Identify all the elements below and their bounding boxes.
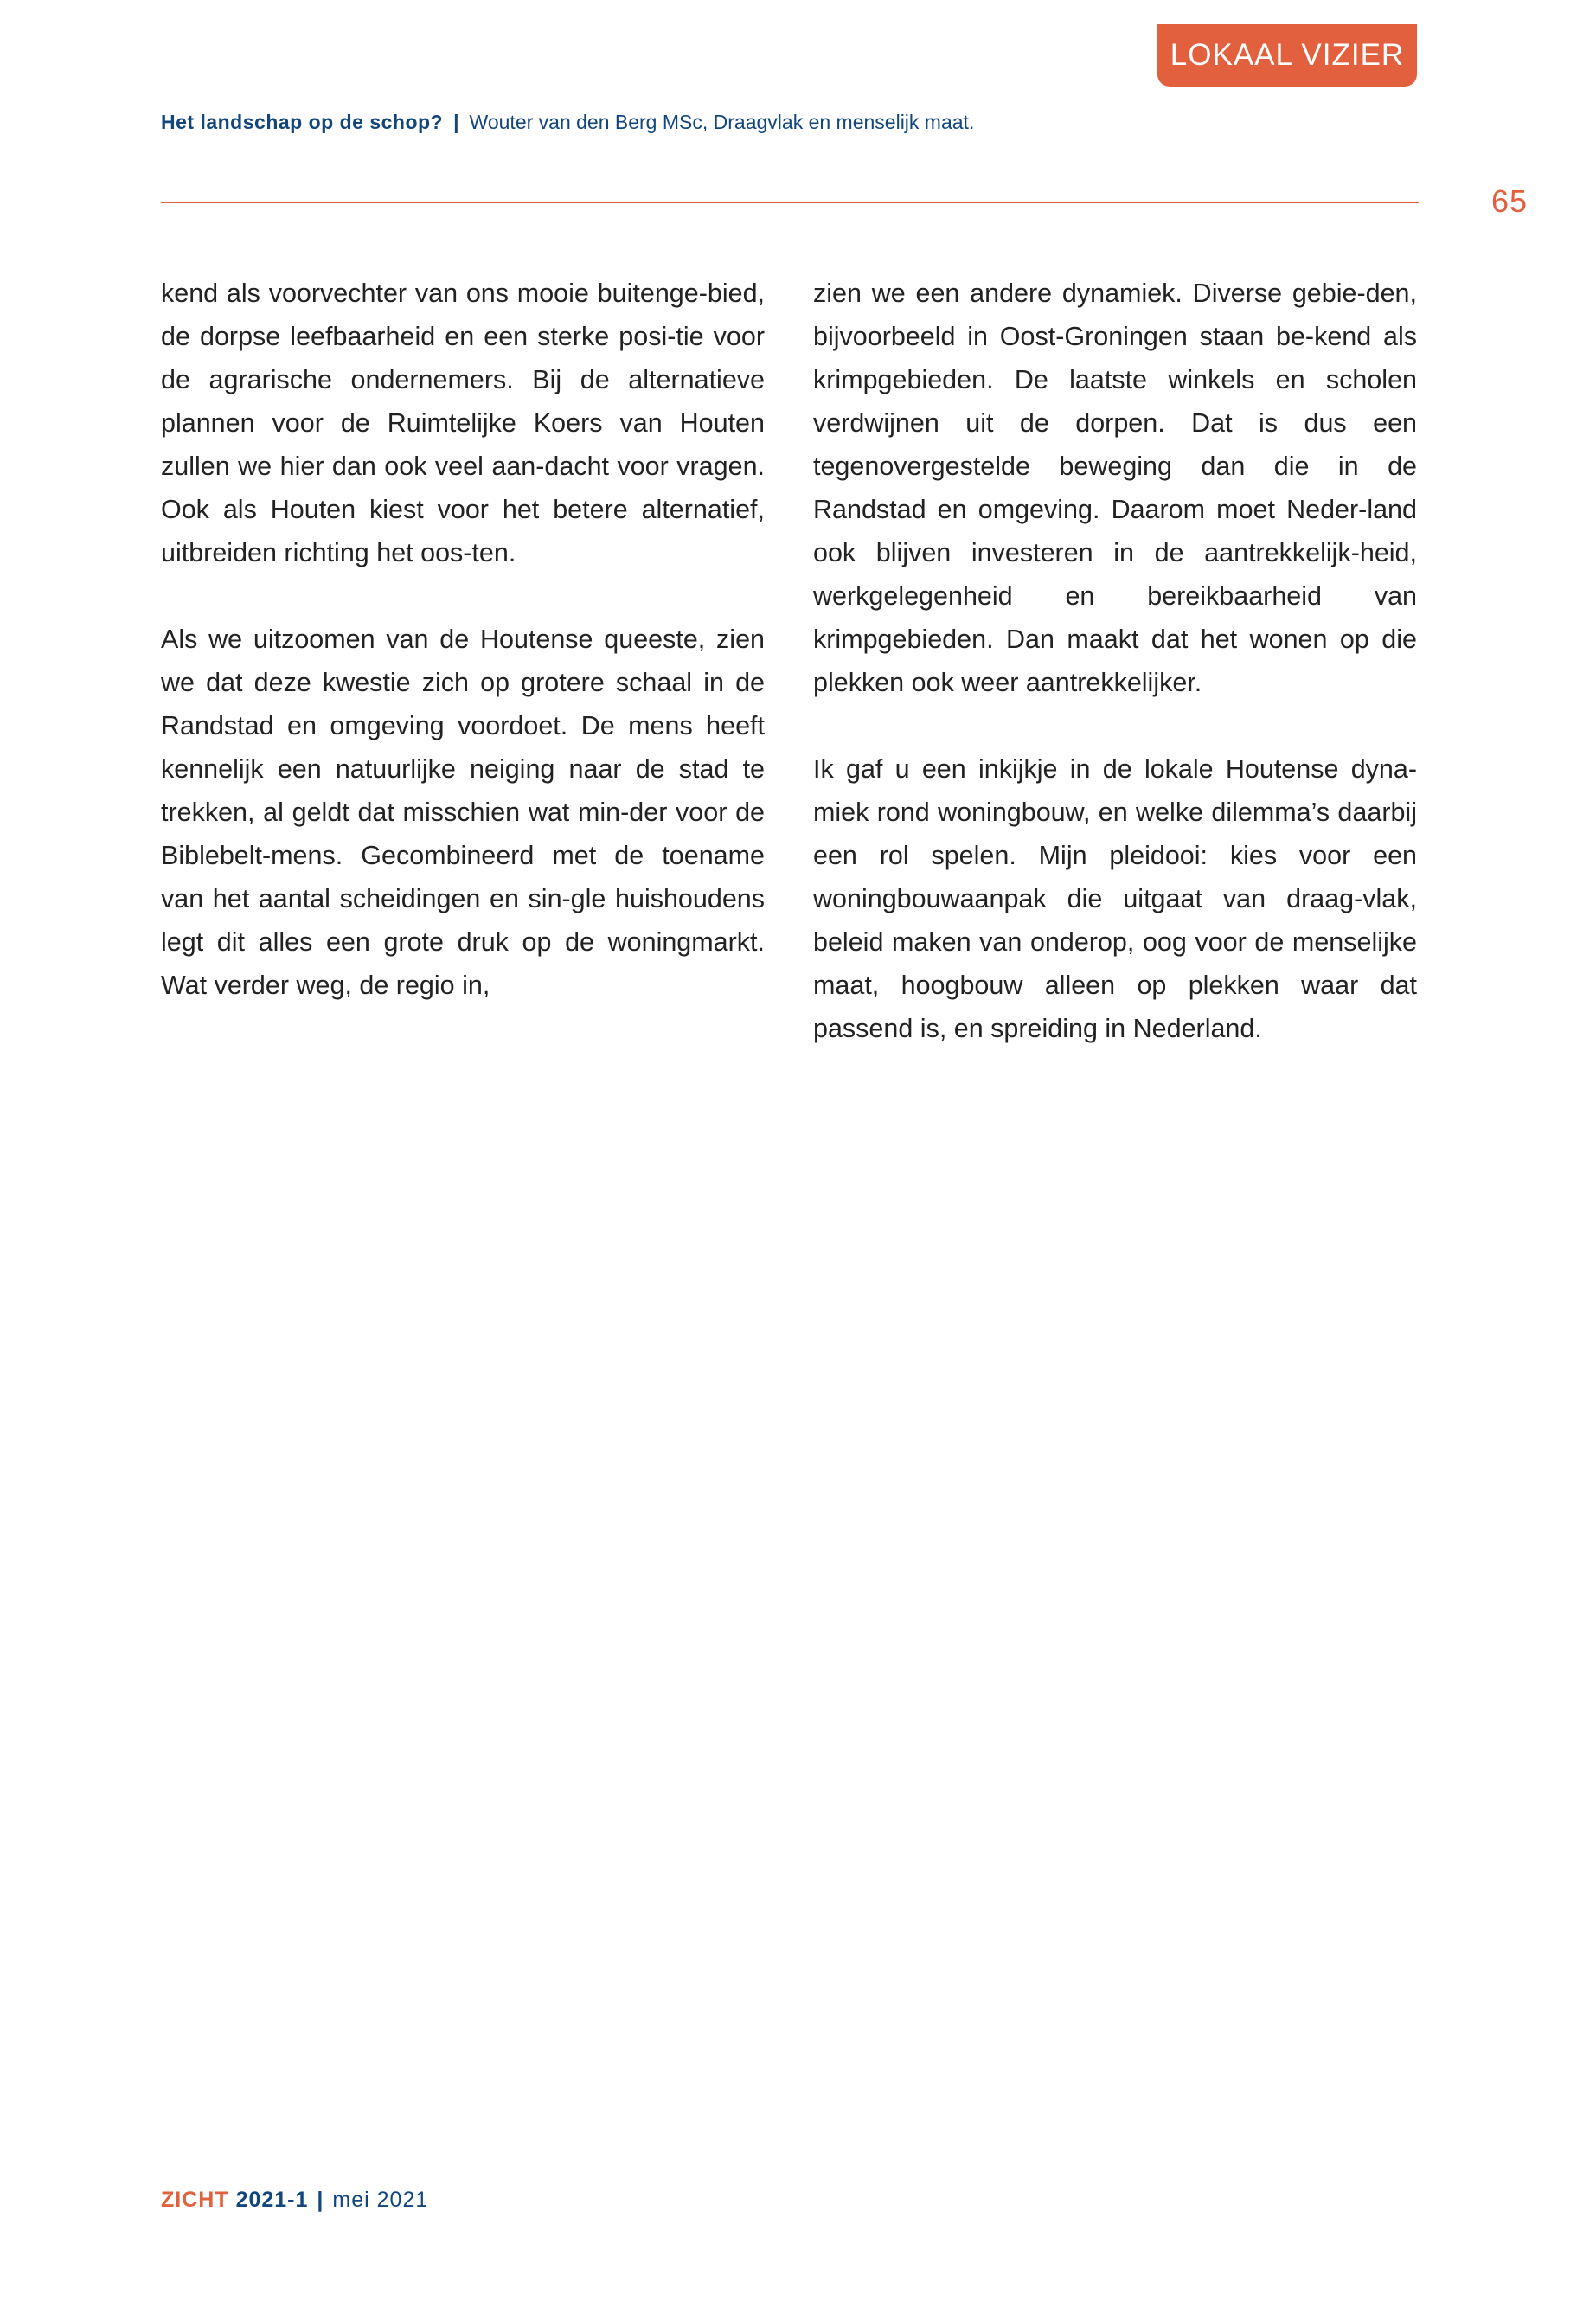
paragraph: Ik gaf u een inkijkje in de lokale Houtense dyna-miek rond woningbouw, en welke dilemma’s daarbij een rol spelen. Mijn pleidooi: kies voor een woningbouwaanpak die uitgaat van draag-vlak, beleid maken van onderop, oog voor de menselijke maat, hoogbouw alleen op plekken waar dat passend is, en spreiding in Nederland. bbox=[813, 754, 1417, 1043]
body-column-left bbox=[161, 272, 765, 1050]
paragraph: zien we een andere dynamiek. Diverse gebie-den, bijvoorbeeld in Oost-Groningen staan be-kend als krimpgebieden. De laatste winkels en scholen verdwijnen uit de dorpen. Dat is dus een tegenovergestelde beweging dan die in de Randstad en omgeving. Daarom moet Neder-land ook blijven investeren in de aantrekkelijk-heid, werkgelegenheid en bereikbaarheid van krimpgebieden. Dan maakt dat het wonen op die plekken ook weer aantrekkelijker. bbox=[813, 279, 1417, 697]
running-head-title: Het landschap op de schop? bbox=[161, 111, 444, 133]
paragraph: Als we uitzoomen van de Houtense queeste, zien we dat deze kwestie zich op grotere schaal in de Randstad en omgeving voordoet. De mens heeft kennelijk een natuurlijke neiging naar de stad te trekken, al geldt dat misschien wat min-der voor de Biblebelt-mens. Gecombineerd met de toename van het aantal scheidingen en sin-gle huishoudens legt dit alles een grote druk op de woningmarkt. Wat verder weg, de regio in, bbox=[161, 625, 765, 1000]
body-column-right bbox=[813, 272, 1417, 1093]
running-head bbox=[161, 111, 974, 134]
footer bbox=[161, 2188, 428, 2213]
footer-separator: | bbox=[317, 2188, 324, 2212]
running-head-subtitle: Wouter van den Berg MSc, Draagvlak en menselijk maat. bbox=[469, 111, 975, 133]
header-rule bbox=[161, 202, 1419, 203]
section-tab: LOKAAL VIZIER bbox=[1157, 24, 1417, 87]
footer-date: mei 2021 bbox=[332, 2188, 429, 2212]
paragraph: kend als voorvechter van ons mooie buitenge-bied, de dorpse leefbaarheid en een sterke posi-tie voor de agrarische ondernemers. Bij de alternatieve plannen voor de Ruimtelijke Koers van Houten zullen we hier dan ook veel aan-dacht voor vragen. Ook als Houten kiest voor het betere alternatief, uitbreiden richting het oos-ten. bbox=[161, 279, 765, 567]
footer-issue: 2021-1 bbox=[235, 2188, 309, 2212]
running-head-separator: | bbox=[453, 111, 459, 133]
footer-brand: ZICHT bbox=[161, 2188, 229, 2212]
page-number: 65 bbox=[1491, 183, 1529, 219]
